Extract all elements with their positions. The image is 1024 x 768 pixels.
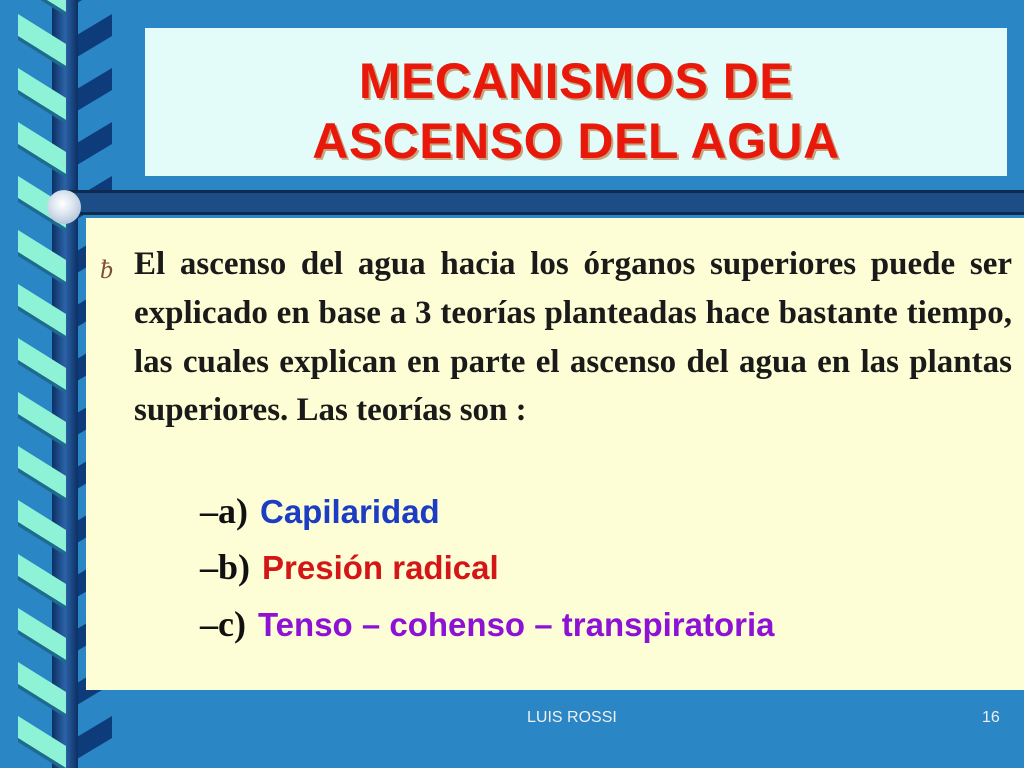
divider-bar [62, 190, 1024, 215]
item-dash: – [200, 604, 218, 644]
item-dash: – [200, 491, 218, 531]
item-dash: – [200, 547, 218, 587]
list-item [200, 490, 440, 532]
item-text: Presión radical [262, 549, 499, 586]
intro-paragraph: El ascenso del agua hacia los órganos superiores puede ser explicado en base a 3 teorías planteadas hace bastante tiempo, las cuales explican en parte el ascenso del agua en las plantas superiores. Las teorías son : [134, 246, 1012, 429]
item-label: b) [218, 547, 251, 587]
title-box [145, 28, 1007, 176]
item-label: c) [218, 604, 246, 644]
list-item [200, 546, 499, 588]
list-item [200, 603, 775, 645]
ornament-bullet-icon: ƀ [100, 255, 113, 284]
page-title-line-2: ASCENSO DEL AGUA [312, 113, 840, 169]
item-text: Tenso – cohenso – transpiratoria [257, 606, 775, 643]
divider-knob [47, 190, 81, 224]
footer-author: LUIS ROSSI [527, 709, 617, 726]
item-label: a) [218, 491, 248, 531]
footer-page-number: 16 [982, 709, 1000, 726]
item-text: Capilaridad [260, 493, 440, 530]
page-title-line-1: MECANISMOS DE [358, 53, 794, 109]
